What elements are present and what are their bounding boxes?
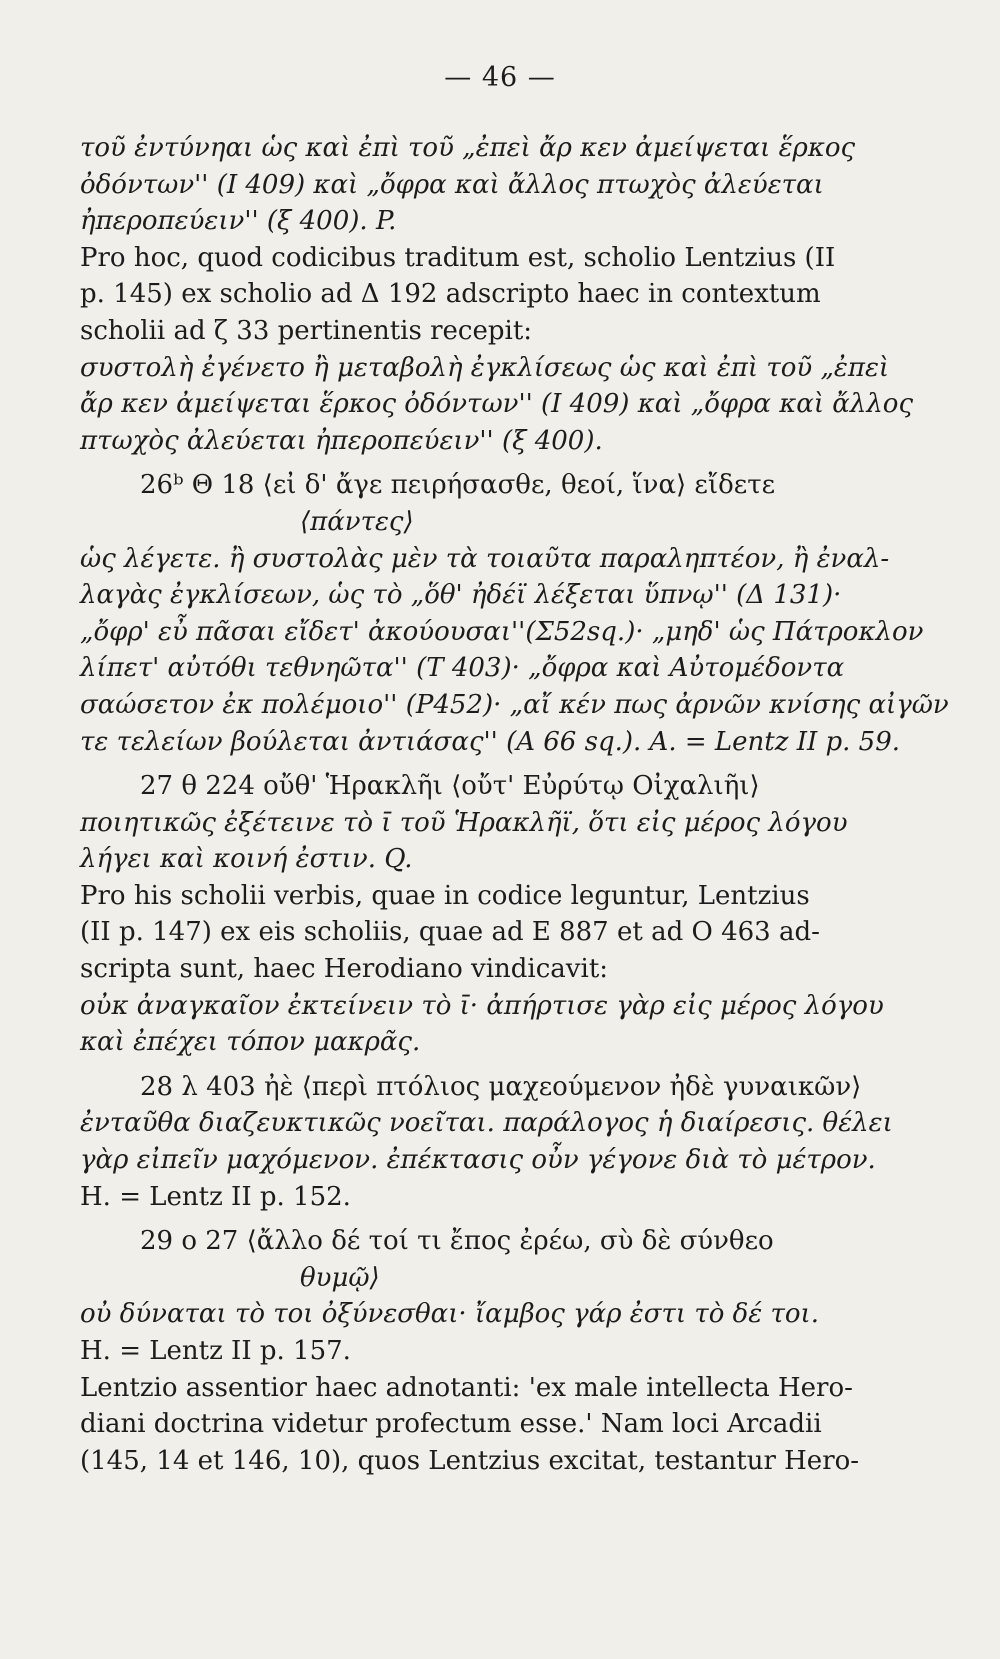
text-line: οὐ δύναται τὸ τοι ὀξύνεσθαι· ἴαμβος γάρ ἐστι τὸ δέ τοι. xyxy=(80,1299,819,1330)
entry-heading: 28 λ 403 ἠὲ ⟨περὶ πτόλιος μαχεούμενον ἠδὲ γυναικῶν⟩ xyxy=(140,1071,862,1102)
text-line: τοῦ ἐντύνηαι ὡς καὶ ἐπὶ τοῦ „ἐπεὶ ἄρ κεν ἀμείψεται ἕρκος xyxy=(80,133,856,163)
text-line: ὀδόντων'' (I 409) καὶ „ὄφρα καὶ ἄλλος πτωχὸς ἀλεύεται xyxy=(80,169,824,200)
text-line: ⟨πάντες⟩ xyxy=(300,506,414,537)
text-line: Pro hoc, quod codicibus traditum est, scholio Lentzius (II xyxy=(80,242,836,273)
text-line: H. = Lentz II p. 152. xyxy=(80,1181,351,1212)
entry-heading: 26ᵇ Θ 18 ⟨εἰ δ' ἄγε πειρήσασθε, θεοί, ἵνα⟩ εἴδετε xyxy=(140,470,776,501)
paragraph-gap xyxy=(80,1061,925,1069)
text-line: Lentzio assentior haec adnotanti: 'ex male intellecta Hero- xyxy=(80,1372,853,1403)
page-number: — 46 — xyxy=(444,62,556,93)
text-line: συστολὴ ἐγένετο ἢ μεταβολὴ ἐγκλίσεως ὡς καὶ ἐπὶ τοῦ „ἐπεὶ xyxy=(80,352,890,383)
text-line: p. 145) ex scholio ad Δ 192 adscripto haec in contextum xyxy=(80,279,821,310)
text-line: H. = Lentz II p. 157. xyxy=(80,1336,351,1366)
text-line: Pro his scholii verbis, quae in codice leguntur, Lentzius xyxy=(80,880,810,911)
paragraph-gap xyxy=(80,1215,925,1223)
text-line: ἐνταῦθα διαζευκτικῶς νοεῖται. παράλογος ἡ διαίρεσις. θέλει xyxy=(80,1108,893,1139)
entry-heading: 29 ο 27 ⟨ἄλλο δέ τοί τι ἔπος ἐρέω, σὺ δὲ σύνθεο xyxy=(140,1226,774,1257)
entry-heading: 27 θ 224 οὔθ' Ἡρακλῆι ⟨οὔτ' Εὐρύτῳ Οἰχαλιῆι⟩ xyxy=(140,771,760,802)
paragraph-gap xyxy=(80,459,925,467)
text-line: „ὄφρ' εὖ πᾶσαι εἴδετ' ἀκούουσαι''(Σ52sq.)· „μηδ' ὡς Πάτροκλον xyxy=(80,616,924,647)
text-line: λαγὰς ἐγκλίσεων, ὡς τὸ „ὅθ' ἠδέϊ λέξεται ὕπνῳ'' (Δ 131)· xyxy=(80,580,842,611)
text-line: ποιητικῶς ἐξέτεινε τὸ ῑ τοῦ Ἡρακλῆϊ, ὅτι εἰς μέρος λόγου xyxy=(80,807,848,838)
text-line: σαώσετον ἐκ πολέμοιο'' (Ρ452)· „αἴ κέν πως ἀρνῶν κνίσης αἰγῶν xyxy=(80,689,949,720)
text-line: οὐκ ἀναγκαῖον ἐκτείνειν τὸ ῑ· ἀπήρτισε γὰρ εἰς μέρος λόγου xyxy=(80,990,884,1021)
text-line: λήγει καὶ κοινή ἐστιν. Q. xyxy=(80,844,413,875)
text-line: diani doctrina videtur profectum esse.' Nam loci Arcadii xyxy=(80,1409,822,1440)
text-line: (145, 14 et 146, 10), quos Lentzius excitat, testantur Hero- xyxy=(80,1445,860,1476)
text-line: θυμῷ⟩ xyxy=(300,1262,380,1293)
text-line: ὡς λέγετε. ἢ συστολὰς μὲν τὰ τοιαῦτα παραληπτέον, ἢ ἐναλ- xyxy=(80,543,890,574)
text-line: scripta sunt, haec Herodiano vindicavit: xyxy=(80,954,609,985)
text-line: (II p. 147) ex eis scholiis, quae ad Ε 887 et ad Ο 463 ad- xyxy=(80,917,820,948)
text-line: ἠπεροπεύειν'' (ξ 400). P. xyxy=(80,206,397,237)
text-line: ἄρ κεν ἀμείψεται ἕρκος ὀδόντων'' (I 409) καὶ „ὄφρα καὶ ἄλλος xyxy=(80,389,914,420)
paragraph-gap xyxy=(80,760,925,768)
text-line: τε τελείων βούλεται ἀντιάσας'' (Α 66 sq.). A. = Lentz II p. 59. xyxy=(80,726,901,757)
text-line: λίπετ' αὐτόθι τεθνηῶτα'' (Τ 403)· „ὄφρα καὶ Αὐτομέδοντα xyxy=(80,653,845,684)
text-line: καὶ ἐπέχει τόπον μακρᾶς. xyxy=(80,1027,421,1058)
text-line: γὰρ εἰπεῖν μαχόμενον. ἐπέκτασις οὖν γέγονε διὰ τὸ μέτρον. xyxy=(80,1145,876,1176)
text-line: πτωχὸς ἀλεύεται ἠπεροπεύειν'' (ξ 400). xyxy=(80,425,603,456)
text-line: scholii ad ζ 33 pertinentis recepit: xyxy=(80,315,533,346)
body-text xyxy=(80,130,949,1479)
